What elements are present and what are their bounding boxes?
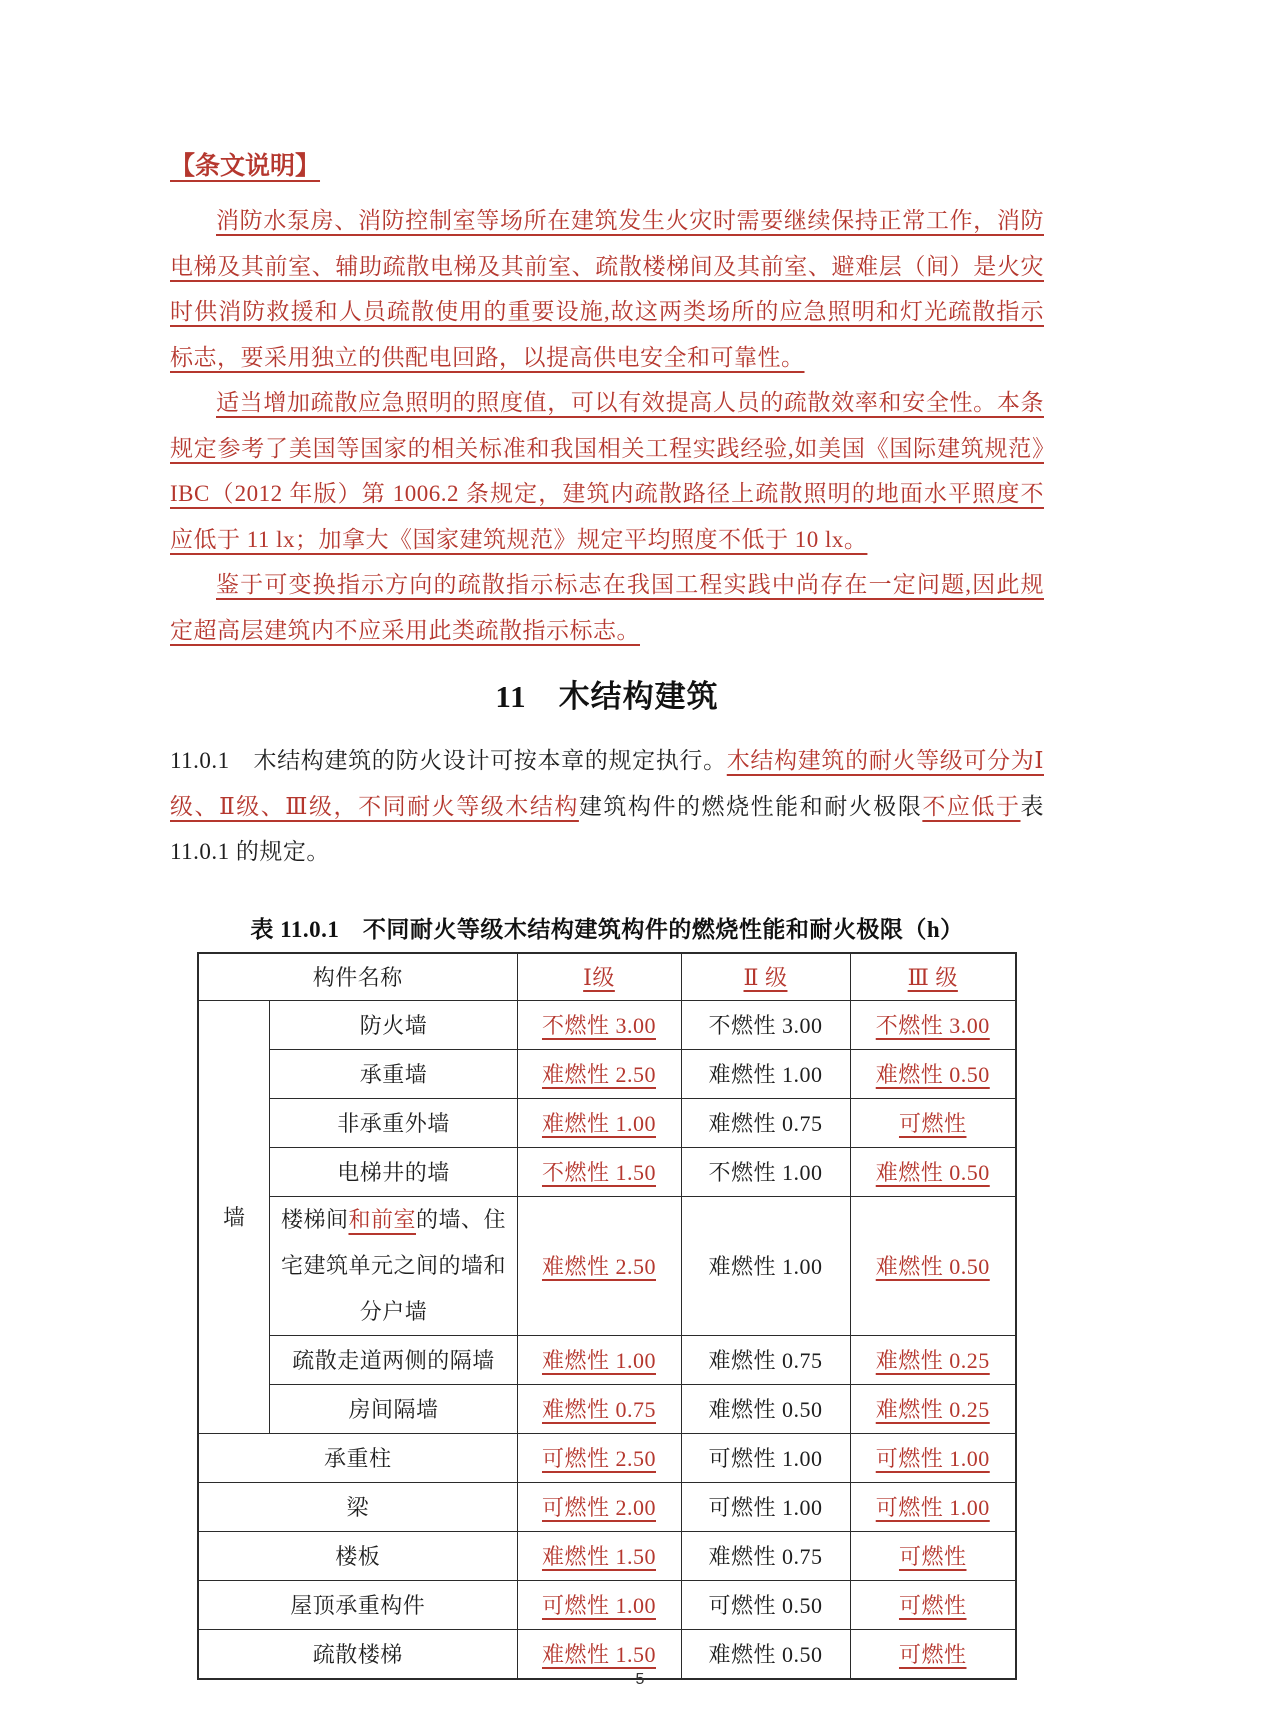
grade1-cell: 难燃性 1.00 <box>517 1335 681 1384</box>
page-content <box>170 146 1044 1680</box>
clause-segment-black: 11.0.1 木结构建筑的防火设计可按本章的规定执行。 <box>170 748 727 773</box>
component-name-cell <box>270 1196 517 1335</box>
grade1-cell: 难燃性 1.50 <box>517 1531 681 1580</box>
clause-segment-black: 表 11.0.1 的规定。 <box>170 793 1044 864</box>
clause-segment-black: 建筑构件的燃烧性能和耐火极限 <box>578 793 923 819</box>
grade2-cell: 难燃性 0.50 <box>681 1384 850 1433</box>
component-name-cell: 疏散走道两侧的隔墙 <box>270 1335 517 1384</box>
table-row <box>198 1531 1016 1580</box>
grade3-cell: 可燃性 1.00 <box>850 1433 1016 1482</box>
grade1-cell: 难燃性 1.50 <box>517 1629 681 1679</box>
explanation-paragraph-3: 鉴于可变换指示方向的疏散指示标志在我国工程实践中尚存在一定问题,因此规定超高层建筑内不应采用此类疏散指示标志。 <box>170 572 1044 643</box>
fire-resistance-table <box>197 952 1017 1680</box>
table-row <box>198 1147 1016 1196</box>
header-grade1-cell: Ⅰ级 <box>517 953 681 1001</box>
grade2-cell: 不燃性 3.00 <box>681 1000 850 1049</box>
grade1-cell: 可燃性 1.00 <box>517 1580 681 1629</box>
component-name-cell: 非承重外墙 <box>270 1098 517 1147</box>
grade2-cell: 难燃性 0.50 <box>681 1629 850 1679</box>
grade3-cell: 难燃性 0.50 <box>850 1147 1016 1196</box>
table-row <box>198 1580 1016 1629</box>
explanation-header: 【条文说明】 <box>170 153 321 180</box>
component-name-cell: 梁 <box>198 1482 517 1531</box>
grade1-cell: 不燃性 1.50 <box>517 1147 681 1196</box>
header-grade2-cell: Ⅱ 级 <box>681 953 850 1001</box>
grade2-cell: 难燃性 0.75 <box>681 1098 850 1147</box>
grade3-cell: 可燃性 <box>850 1531 1016 1580</box>
component-name-cell: 房间隔墙 <box>270 1384 517 1433</box>
header-grade3-cell: Ⅲ 级 <box>850 953 1016 1001</box>
component-name-cell: 防火墙 <box>270 1000 517 1049</box>
grade3-cell: 难燃性 0.50 <box>850 1196 1016 1335</box>
grade3-cell: 可燃性 1.00 <box>850 1482 1016 1531</box>
clause-segment-red: 木结构建筑的耐火等级可分为Ⅰ级、Ⅱ级、Ⅲ级，不同耐火等级木结构 <box>170 748 1044 819</box>
table-row-tall <box>198 1196 1016 1335</box>
grade1-cell: 难燃性 2.50 <box>517 1049 681 1098</box>
table-row <box>198 1335 1016 1384</box>
name-segment-red: 和前室 <box>348 1206 416 1232</box>
grade3-cell: 难燃性 0.25 <box>850 1335 1016 1384</box>
header-component-name-cell: 构件名称 <box>198 953 517 1001</box>
grade3-cell: 难燃性 0.50 <box>850 1049 1016 1098</box>
component-name-cell: 疏散楼梯 <box>198 1629 517 1679</box>
clause-paragraph <box>170 738 1044 875</box>
component-name-cell: 屋顶承重构件 <box>198 1580 517 1629</box>
component-name-cell: 楼板 <box>198 1531 517 1580</box>
grade3-cell: 可燃性 <box>850 1629 1016 1679</box>
chapter-heading: 11 木结构建筑 <box>495 679 719 714</box>
grade2-cell: 可燃性 1.00 <box>681 1482 850 1531</box>
grade2-cell: 可燃性 1.00 <box>681 1433 850 1482</box>
table-row <box>198 1482 1016 1531</box>
grade1-cell: 难燃性 2.50 <box>517 1196 681 1335</box>
grade1-cell: 难燃性 1.00 <box>517 1098 681 1147</box>
grade1-cell: 难燃性 0.75 <box>517 1384 681 1433</box>
grade1-cell: 不燃性 3.00 <box>517 1000 681 1049</box>
table-caption: 表 11.0.1 不同耐火等级木结构建筑构件的燃烧性能和耐火极限（h） <box>250 916 964 942</box>
table-header-row <box>198 953 1016 1001</box>
table-row <box>198 1384 1016 1433</box>
grade3-cell: 不燃性 3.00 <box>850 1000 1016 1049</box>
grade1-cell: 可燃性 2.00 <box>517 1482 681 1531</box>
explanation-paragraph-1: 消防水泵房、消防控制室等场所在建筑发生火灾时需要继续保持正常工作，消防电梯及其前室、辅助疏散电梯及其前室、疏散楼梯间及其前室、避难层（间）是火灾时供消防救援和人员疏散使用的重要设施,故这两类场所的应急照明和灯光疏散指示标志，要采用独立的供配电回路，以提高供电安全和可靠性。 <box>170 208 1044 370</box>
grade3-cell: 可燃性 <box>850 1580 1016 1629</box>
table-row <box>198 1049 1016 1098</box>
grade2-cell: 不燃性 1.00 <box>681 1147 850 1196</box>
component-name-cell: 电梯井的墙 <box>270 1147 517 1196</box>
grade3-cell: 难燃性 0.25 <box>850 1384 1016 1433</box>
component-name-cell: 承重墙 <box>270 1049 517 1098</box>
grade3-cell: 可燃性 <box>850 1098 1016 1147</box>
name-segment-black: 楼梯间 <box>280 1206 349 1232</box>
table-row <box>198 1433 1016 1482</box>
table-row <box>198 1098 1016 1147</box>
grade1-cell: 可燃性 2.50 <box>517 1433 681 1482</box>
grade2-cell: 难燃性 0.75 <box>681 1335 850 1384</box>
grade2-cell: 难燃性 0.75 <box>681 1531 850 1580</box>
wall-group-cell: 墙 <box>198 1000 270 1433</box>
component-name-cell: 承重柱 <box>198 1433 517 1482</box>
explanation-paragraph-2: 适当增加疏散应急照明的照度值，可以有效提高人员的疏散效率和安全性。本条规定参考了美国等国家的相关标准和我国相关工程实践经验,如美国《国际建筑规范》IBC（2012 年版）第 1006.2 条规定，建筑内疏散路径上疏散照明的地面水平照度不应低于 11 lx；加拿大《国家建筑规范》规定平均照度不低于 10 lx。 <box>170 390 1044 552</box>
name-segment-black: 的墙、住宅建筑单元之间的墙和分户墙 <box>280 1206 507 1324</box>
grade2-cell: 可燃性 0.50 <box>681 1580 850 1629</box>
grade2-cell: 难燃性 1.00 <box>681 1196 850 1335</box>
grade2-cell: 难燃性 1.00 <box>681 1049 850 1098</box>
table-row <box>198 1000 1016 1049</box>
clause-segment-red: 不应低于 <box>922 793 1021 819</box>
page-number: 5 <box>635 1671 645 1688</box>
